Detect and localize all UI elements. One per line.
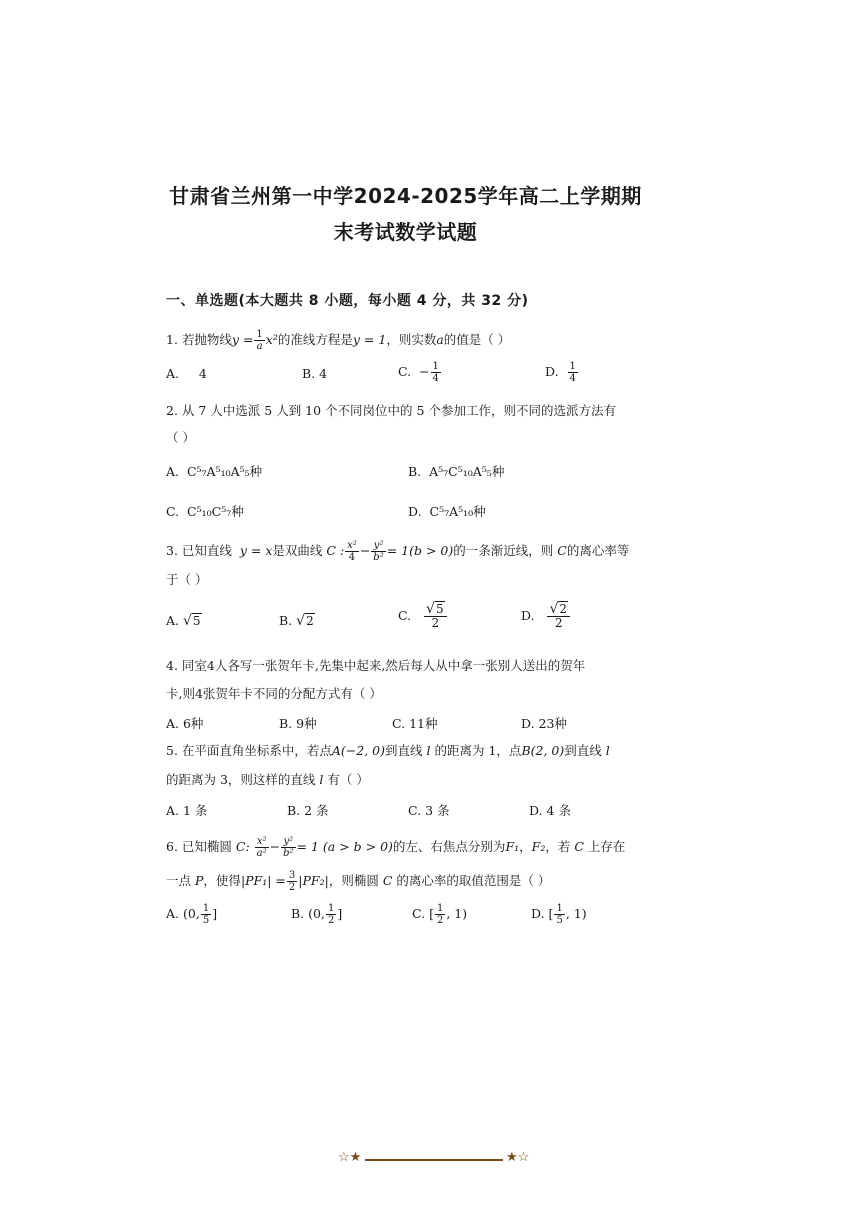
q3-a-sqrt: √5 xyxy=(183,613,201,629)
q5-prefix: 5. 在平面直角坐标系中，若点 xyxy=(166,743,332,758)
q3-suffix: 的一条渐近线，则 xyxy=(453,543,554,558)
q2-b-label: B. xyxy=(408,464,422,479)
question-6-line2 xyxy=(166,870,550,893)
q6-c2: C xyxy=(574,839,584,854)
q6-d-left: [ xyxy=(548,906,554,921)
q4-option-c[interactable]: C. 11种 xyxy=(392,716,438,731)
q1-option-b[interactable] xyxy=(302,366,327,381)
q5-option-a[interactable]: A. 1 条 xyxy=(166,803,208,818)
q6-line2c: ，则椭圆 xyxy=(328,873,379,888)
question-5-line2 xyxy=(166,770,369,788)
q1-a-value: 4 xyxy=(198,366,207,381)
q6-f-den: 2 xyxy=(288,882,296,893)
q3-den1: 4 xyxy=(348,552,356,563)
q2-d-label: D. xyxy=(408,504,422,519)
exam-title-line2: 末考试数学试题 xyxy=(333,220,478,244)
q6-frac1 xyxy=(255,836,269,859)
question-3-line2: 于（ ） xyxy=(166,572,208,587)
q6-d-right: , 1) xyxy=(565,906,587,921)
q3-minus: − xyxy=(359,543,371,558)
q6-d-num: 1 xyxy=(556,903,563,914)
q4-option-b[interactable]: B. 9种 xyxy=(279,716,317,731)
q2-c-value: C⁵₁₀C⁵₇种 xyxy=(187,504,244,519)
q1-eq-tail: x² xyxy=(265,332,278,347)
q6-f1: F₁ xyxy=(505,839,520,854)
question-3 xyxy=(166,540,629,563)
q5-mid3: 到直线 xyxy=(564,743,602,758)
q6-frac2 xyxy=(281,836,295,859)
q2-a-value: C⁵₇A⁵₁₀A⁵₅种 xyxy=(186,464,263,479)
question-1 xyxy=(166,329,510,352)
q6-c3: C xyxy=(382,873,393,888)
q1-d-label: D. xyxy=(545,364,559,379)
q3-num1: x² xyxy=(347,540,357,551)
q6-line2d: 的离心率的取值范围是（ ） xyxy=(396,873,551,888)
question-2-line2: （ ） xyxy=(166,430,195,445)
q6-p: P xyxy=(195,873,204,888)
q5-l3: l xyxy=(319,772,324,787)
q6-comma: ， xyxy=(519,839,532,854)
section-heading: 一、单选题(本大题共 8 小题，每小题 4 分，共 32 分) xyxy=(166,293,529,309)
q1-d-den: 4 xyxy=(569,373,576,384)
q6-suffix: ，若 xyxy=(545,839,571,854)
q6-c-fraction xyxy=(435,903,445,926)
q5-line2b: 有（ ） xyxy=(327,772,369,787)
q5-l1: l xyxy=(426,743,431,758)
q1-d-num: 1 xyxy=(569,361,576,372)
q5-mid1: 到直线 xyxy=(385,743,423,758)
q6-line2a: 一点 xyxy=(166,873,192,888)
q6-option-c[interactable] xyxy=(412,903,467,926)
q3-c-sqrt: √5 xyxy=(426,601,444,617)
q3-frac2 xyxy=(371,540,385,563)
q1-option-c[interactable] xyxy=(398,361,442,384)
q3-c-den: 2 xyxy=(431,616,440,630)
q6-num2: y² xyxy=(281,836,295,848)
q6-a-den: 5 xyxy=(202,915,210,926)
q6-option-d[interactable] xyxy=(531,903,587,926)
q1-eq2: y = 1 xyxy=(352,332,387,347)
q6-den1: a² xyxy=(256,848,267,859)
q6-b-num: 1 xyxy=(327,903,335,914)
q3-mid: 是双曲线 xyxy=(272,543,323,558)
q2-a-label: A. xyxy=(166,464,180,479)
q6-f2: F₂ xyxy=(531,839,546,854)
q6-a-left: (0, xyxy=(183,906,200,921)
q6-pf2: |PF₂| xyxy=(298,873,329,888)
q1-frac-num: 1 xyxy=(256,329,263,340)
q3-prefix: 3. 已知直线 xyxy=(166,543,232,558)
q1-frac-den: a xyxy=(256,341,263,352)
q3-option-d[interactable] xyxy=(521,603,571,630)
q2-option-d[interactable] xyxy=(408,502,486,520)
question-2-line1: 2. 从 7 人中选派 5 人到 10 个不同岗位中的 5 个参加工作，则不同的选派方法有 xyxy=(166,403,616,418)
q5-option-b[interactable]: B. 2 条 xyxy=(287,803,329,818)
q2-option-a[interactable] xyxy=(166,462,262,480)
q6-c-label: C: xyxy=(235,839,250,854)
q5-mid2: 的距离为 1，点 xyxy=(434,743,522,758)
q3-d-fraction xyxy=(547,603,570,630)
q2-option-b[interactable] xyxy=(408,462,504,480)
q2-b-value: A⁵₇C⁵₁₀A⁵₅种 xyxy=(429,464,505,479)
q3-d-rad: 2 xyxy=(559,602,568,616)
q6-a-label: A. xyxy=(166,906,180,921)
q6-a-right: ] xyxy=(212,906,218,921)
question-6 xyxy=(166,836,625,859)
q3-num2: y² xyxy=(371,540,385,552)
q3-b-rad: 2 xyxy=(306,614,314,628)
q1-d-fraction xyxy=(568,361,578,384)
q1-fraction xyxy=(254,329,264,352)
page-footer-decoration xyxy=(338,1150,538,1168)
q6-option-b[interactable] xyxy=(291,903,342,926)
q5-point-b: B(2, 0) xyxy=(521,743,565,758)
q1-mid: 的准线方程是 xyxy=(277,332,353,347)
q3-c-rad: 5 xyxy=(435,602,444,616)
q3-option-c[interactable] xyxy=(398,603,448,630)
q6-b-den: 2 xyxy=(327,915,335,926)
q6-b-left: (0, xyxy=(308,906,325,921)
q3-option-b[interactable] xyxy=(279,613,315,629)
q3-b-sqrt: √2 xyxy=(296,613,314,629)
q3-c-label: C : xyxy=(326,543,345,558)
q5-line2a: 的距离为 3，则这样的直线 xyxy=(166,772,316,787)
q6-line2b: ，使得 xyxy=(203,873,241,888)
q6-option-a[interactable] xyxy=(166,903,217,926)
q3-d-den: 2 xyxy=(554,616,563,630)
q6-f-num: 3 xyxy=(288,870,296,881)
q6-a-num: 1 xyxy=(202,903,210,914)
q6-den2: b² xyxy=(283,848,294,859)
q1-b-value: 4 xyxy=(319,366,328,381)
q1-a-label: A. xyxy=(166,366,180,381)
q6-a-fraction xyxy=(201,903,211,926)
q4-option-a[interactable]: A. 6种 xyxy=(166,716,204,731)
q6-d-label: D. xyxy=(531,906,545,921)
q3-eq1: y = x xyxy=(239,543,273,558)
q6-mid: 的左、右焦点分别为 xyxy=(392,839,506,854)
q3-c-fraction xyxy=(424,603,447,630)
q5-option-d[interactable]: D. 4 条 xyxy=(529,803,571,818)
q1-option-a[interactable] xyxy=(166,366,207,381)
q3-c-label: C. xyxy=(398,608,412,623)
q5-option-c[interactable]: C. 3 条 xyxy=(408,803,450,818)
q6-d-fraction xyxy=(554,903,564,926)
q5-point-a: A(−2, 0) xyxy=(331,743,386,758)
q1-c-den: 4 xyxy=(432,373,439,384)
question-4-line2: 卡,则4张贺年卡不同的分配方式有（ ） xyxy=(166,686,382,701)
q3-var: C xyxy=(557,543,567,558)
q6-c-left: [ xyxy=(429,906,434,921)
q5-l2: l xyxy=(605,743,610,758)
q6-frac3 xyxy=(287,870,297,893)
q3-a-rad: 5 xyxy=(192,614,201,628)
footer-divider xyxy=(365,1159,503,1161)
q1-prefix: 1. 若抛物线 xyxy=(166,332,232,347)
question-5 xyxy=(166,741,610,759)
q1-c-num: 1 xyxy=(432,361,439,372)
q2-option-c[interactable] xyxy=(166,502,244,520)
q6-b-fraction xyxy=(326,903,336,926)
q6-c-num: 1 xyxy=(436,903,444,914)
q1-eq-y: y = xyxy=(231,332,254,347)
q6-b-label: B. xyxy=(291,906,305,921)
q6-c-den: 2 xyxy=(436,915,444,926)
q6-c-right: , 1) xyxy=(446,906,468,921)
q6-num1: x² xyxy=(255,836,269,848)
q6-prefix: 6. 已知椭圆 xyxy=(166,839,232,854)
q1-c-sign: − xyxy=(419,364,430,379)
q3-end: 的离心率等 xyxy=(566,543,630,558)
q3-frac1 xyxy=(345,540,359,563)
q3-option-a[interactable] xyxy=(166,613,202,629)
star-icon-left: ☆★ xyxy=(338,1150,362,1165)
q2-d-value: C⁵₇A⁵₁₀种 xyxy=(429,504,486,519)
q1-c-label: C. xyxy=(398,364,412,379)
q1-option-d[interactable] xyxy=(545,361,579,384)
q6-c-label: C. xyxy=(412,906,426,921)
star-icon-right: ★☆ xyxy=(506,1150,530,1165)
q6-d-den: 5 xyxy=(556,915,563,926)
q6-pf1: |PF₁| = xyxy=(240,873,286,888)
q1-end: 的值是（ ） xyxy=(443,332,511,347)
q4-option-d[interactable]: D. 23种 xyxy=(521,716,567,731)
question-4-line1: 4. 同室4人各写一张贺年卡,先集中起来,然后每人从中拿一张别人送出的贺年 xyxy=(166,658,586,673)
q6-b-right: ] xyxy=(337,906,343,921)
q3-a-label: A. xyxy=(166,613,180,628)
q6-minus: − xyxy=(269,839,281,854)
q3-d-sqrt: √2 xyxy=(549,601,568,617)
q3-b-label: B. xyxy=(279,613,293,628)
q3-den2: b² xyxy=(373,552,384,563)
q3-eq-tail: = 1(b > 0) xyxy=(386,543,454,558)
q6-eq-tail: = 1 (a > b > 0) xyxy=(296,839,393,854)
q1-suffix: ，则实数 xyxy=(386,332,437,347)
q6-end: 上存在 xyxy=(587,839,626,854)
q3-d-label: D. xyxy=(521,608,535,623)
q1-c-fraction xyxy=(431,361,441,384)
exam-title-line1: 甘肃省兰州第一中学2024-2025学年高二上学期期 xyxy=(169,184,642,208)
q1-var: a xyxy=(436,332,444,347)
q2-c-label: C. xyxy=(166,504,180,519)
q1-b-label: B. xyxy=(302,366,316,381)
